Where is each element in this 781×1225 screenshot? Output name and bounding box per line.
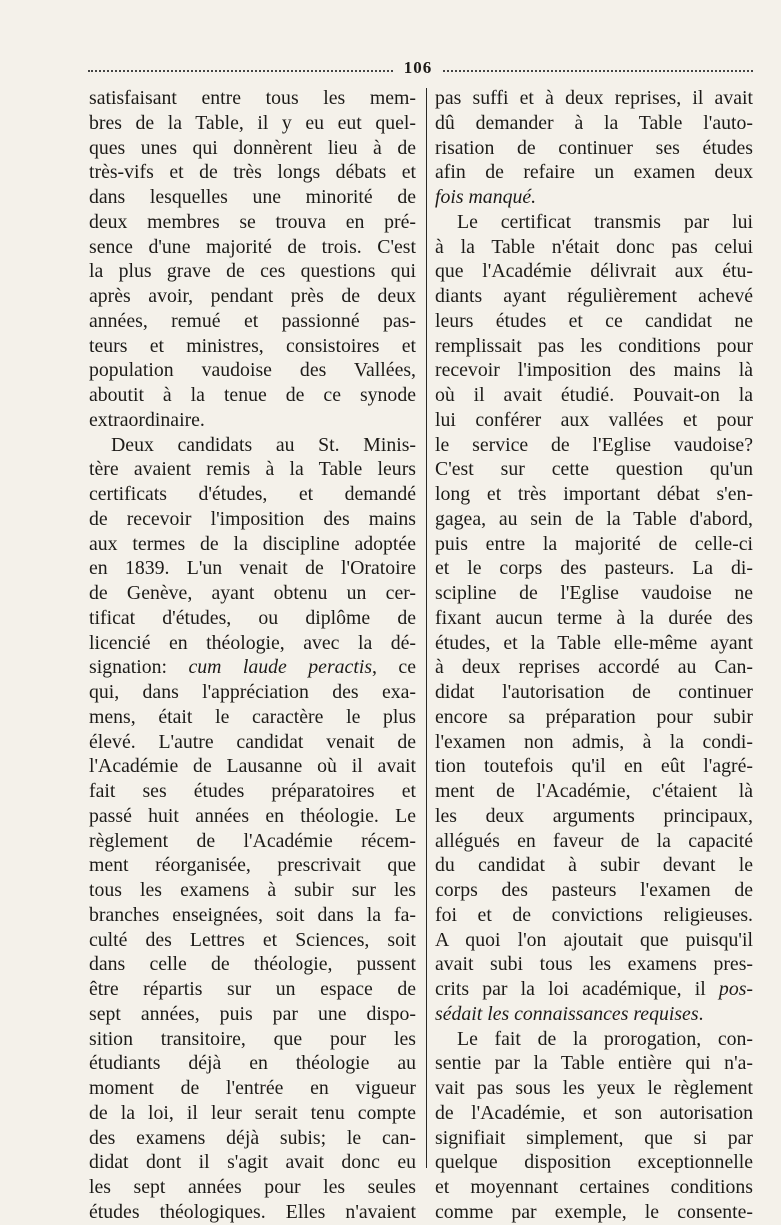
text-line: à deux reprises accordé au Can- [435,656,753,679]
text-line: être répartis sur un espace de [89,978,416,1000]
text-line: sept années, puis par une dispo- [89,1002,416,1025]
text-line: moment de l'entrée en vigueur [89,1077,416,1099]
header-rule-left [88,70,393,72]
text-column-left [89,86,416,1225]
text-column-right [435,86,753,1225]
text-line: foi et de convictions religieuses. [435,903,753,926]
text-line: pas suffi et à deux reprises, il avait [435,87,753,109]
text-line: didat l'autorisation de continuer [435,681,753,703]
text-line: encore sa préparation pour subir [435,705,753,728]
text-line: Le certificat transmis par lui [457,210,753,233]
text-line: l'examen non admis, à la condi- [435,730,753,753]
text-line: vait pas sous les yeux le règlement [435,1077,753,1099]
text-line: long et très important débat s'en- [435,483,753,505]
text-line: sédait les connaissances requises. [435,1002,704,1025]
text-line: afin de refaire un examen deux [435,161,753,184]
text-line: de l'Académie, et son autorisation [435,1101,753,1124]
text-line: études, et la Table elle-même ayant [435,631,753,654]
text-line: études théologiques. Elles n'avaient [89,1200,416,1223]
column-divider [426,88,427,1168]
text-line: ques unes qui donnèrent lieu à de [89,136,416,159]
text-line: en 1839. L'un venait de l'Oratoire [89,557,416,580]
text-line: très-vifs et de très longs débats et [89,161,416,184]
text-line: des examens déjà subis; le can- [89,1126,416,1149]
text-line: signation: cum laude peractis, ce [89,656,416,679]
text-line: diants ayant régulièrement achevé [435,285,753,307]
text-line: quelque disposition exceptionnelle [435,1151,753,1174]
text-line: crits par la loi académique, il pos- [435,978,753,1000]
text-line: satisfaisant entre tous les mem- [89,87,416,109]
text-line: branches enseignées, soit dans la fa- [89,903,416,926]
text-line: fait ses études préparatoires et [89,780,416,802]
text-line: Deux candidats au St. Minis- [111,433,416,456]
text-line: que l'Académie délivrait aux étu- [435,260,753,283]
text-line: risation de continuer ses études [435,136,753,159]
text-line: sence d'une majorité de trois. C'est [89,235,416,258]
text-line: ment réorganisée, prescrivait que [89,854,416,877]
text-line: étudiants déjà en théologie au [89,1052,416,1075]
text-line: didat dont il s'agit avait donc eu [89,1151,416,1174]
text-line: dû demander à la Table l'auto- [435,111,753,134]
text-line: tous les examens à subir sur les [89,879,416,901]
text-line: fixant aucun terme à la durée des [435,606,753,629]
text-line: élevé. L'autre candidat venait de [89,730,416,753]
text-line: Le fait de la prorogation, con- [457,1027,753,1050]
text-line: règlement de l'Académie récem- [89,829,416,852]
text-line: la plus grave de ces questions qui [89,260,416,283]
text-line: l'Académie de Lausanne où il avait [89,755,416,778]
text-line: lui conférer aux vallées et pour [435,408,753,431]
text-line: aboutit à la tenue de ce synode [89,384,416,406]
text-line: A quoi l'on ajoutait que puisqu'il [435,928,753,951]
text-line: tificat d'études, ou diplôme de [89,606,416,629]
text-line: allégués en faveur de la capacité [435,829,753,852]
text-line: les sept années pour les seules [89,1176,416,1198]
text-line: de recevoir l'imposition des mains [89,507,416,530]
text-line: gagea, au sein de la Table d'abord, [435,507,753,530]
text-line: teurs et ministres, consistoires et [89,334,416,357]
text-line: avait subi tous les examens pres- [435,953,753,976]
text-line: leurs études et ce candidat ne [435,309,753,332]
text-line: certificats d'études, et demandé [89,483,416,505]
text-line: bres de la Table, il y eu eut quel- [89,111,416,134]
text-line: corps des pasteurs l'examen de [435,879,753,901]
page-header [88,58,753,80]
text-line: culté des Lettres et Sciences, soit [89,928,416,951]
text-line: fois manqué. [435,186,537,208]
text-line: extraordinaire. [89,408,205,431]
text-line: et le corps des pasteurs. La di- [435,557,753,580]
text-line: recevoir l'imposition des mains là [435,359,753,382]
text-line: les deux arguments principaux, [435,804,753,827]
header-rule-right [443,70,753,72]
text-line: C'est sur cette question qu'un [435,458,753,481]
text-line: remplissait pas les conditions pour [435,334,753,357]
text-line: mens, était le caractère le plus [89,705,416,728]
text-line: puis entre la majorité de celle-ci [435,532,753,555]
text-line: tère avaient remis à la Table leurs [89,458,416,481]
text-line: ment de l'Académie, c'étaient là [435,780,753,802]
text-line: dans lesquelles une minorité de [89,186,416,208]
text-line: à la Table n'était donc pas celui [435,235,753,258]
text-line: sition transitoire, que pour les [89,1027,416,1050]
text-line: scipline de l'Eglise vaudoise ne [435,582,753,604]
text-line: où il avait étudié. Pouvait-on la [435,384,753,406]
text-line: le service de l'Eglise vaudoise? [435,433,753,456]
text-line: comme par exemple, le consente- [435,1200,753,1223]
text-line: dans celle de théologie, pussent [89,953,416,976]
text-line: du candidat à subir devant le [435,854,753,877]
text-line: deux membres se trouva en pré- [89,210,416,233]
text-line: tion toutefois qu'il en eût l'agré- [435,755,753,778]
text-line: qui, dans l'appréciation des exa- [89,681,416,703]
text-line: de la loi, il leur serait tenu compte [89,1101,416,1124]
text-line: signifiait simplement, que si par [435,1126,753,1149]
page-number: 106 [403,58,433,77]
text-line: passé huit années en théologie. Le [89,804,416,827]
text-line: années, remué et passionné pas- [89,309,416,332]
text-line: et moyennant certaines conditions [435,1176,753,1198]
text-line: aux termes de la discipline adoptée [89,532,416,555]
text-line: population vaudoise des Vallées, [89,359,416,382]
text-line: sentie par la Table entière qui n'a- [435,1052,753,1075]
text-line: licencié en théologie, avec la dé- [89,631,416,654]
text-line: après avoir, pendant près de deux [89,285,416,307]
text-line: de Genève, ayant obtenu un cer- [89,582,416,604]
